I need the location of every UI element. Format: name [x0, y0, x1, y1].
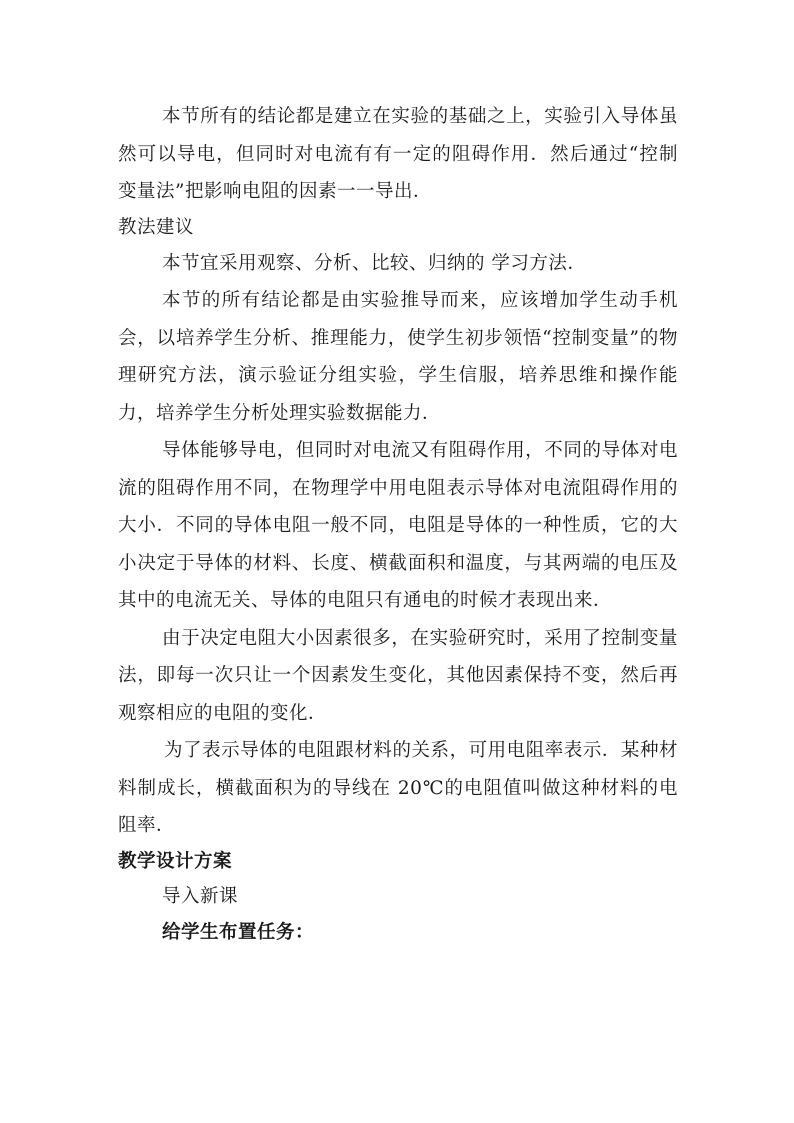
paragraph-resistivity: 为了表示导体的电阻跟材料的关系，可用电阻率表示．某种材料制成长，横截面积为的导线在 20℃的电阻值叫做这种材料的电阻率． [118, 740, 678, 836]
paragraph-control-variable: 由于决定电阻大小因素很多，在实验研究时，采用了控制变量法，即每一次只让一个因素发生变化，其他因素保持不变，然后再观察相应的电阻的变化． [118, 627, 678, 724]
subheading-new-lesson: 导入新课 [162, 885, 239, 907]
subheading-assign-tasks: 给学生布置任务： [162, 921, 315, 943]
paragraph-intro: 本节所有的结论都是建立在实验的基础之上，实验引入导体虽然可以导电，但同时对电流有有一定的阻碍作用．然后通过“控制变量法”把影响电阻的因素一一导出． [118, 106, 678, 202]
document-page [118, 98, 678, 951]
paragraph-resistance: 导体能够导电，但同时对电流又有阻碍作用，不同的导体对电流的阻碍作用不同，在物理学中用电阻表示导体对电流阻碍作用的大小．不同的导体电阻一般不同，电阻是导体的一种性质，它的大小决定于导体的材料、长度、横截面积和温度，与其两端的电压及其中的电流无关、导体的电阻只有通电的时候才表现出来． [118, 440, 678, 611]
heading-design-plan: 教学设计方案 [118, 850, 233, 872]
paragraph-experiment: 本节的所有结论都是由实验推导而来，应该增加学生动手机会，以培养学生分析、推理能力，使学生初步领悟“控制变量”的物理研究方法，演示验证分组实验，学生信服，培养思维和操作能力，培养学生分析处理实验数据能力． [118, 290, 678, 424]
paragraph-method: 本节宜采用观察、分析、比较、归纳的 学习方法． [162, 252, 587, 274]
heading-teaching-suggestions: 教法建议 [118, 216, 195, 238]
